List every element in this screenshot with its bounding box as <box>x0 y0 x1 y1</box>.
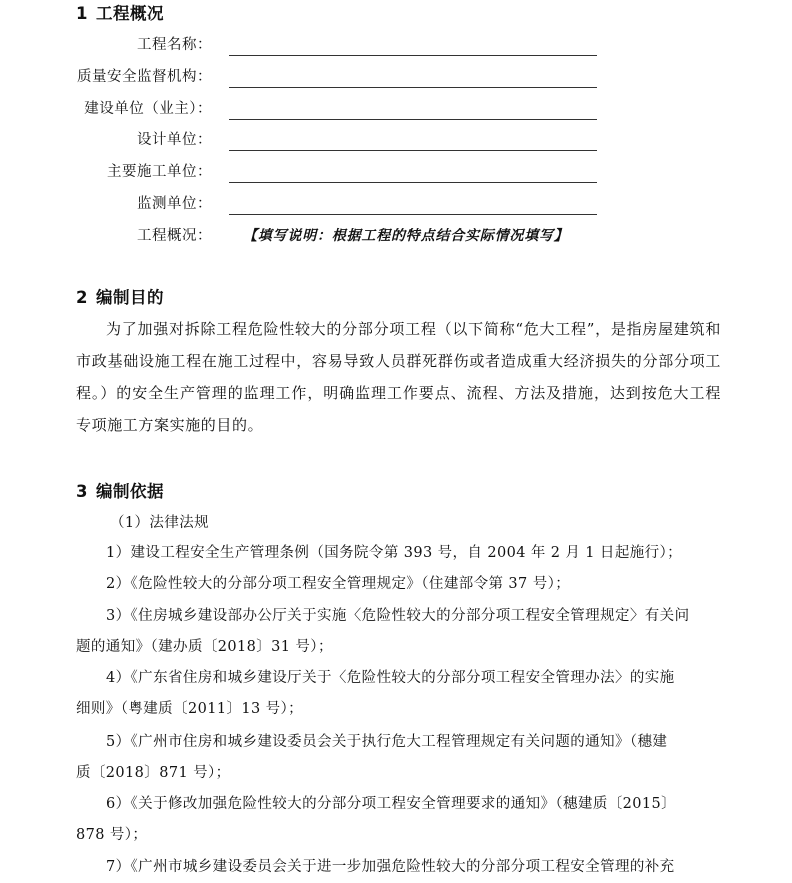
list-item <box>76 789 719 851</box>
section-2-title: 编制目的 <box>95 288 164 307</box>
list-item-text: 6）《关于修改加强危险性较大的分部分项工程安全管理要求的通知》（穗建质〔2015〕 <box>106 796 677 812</box>
section-3-number: 3 <box>76 482 88 501</box>
field-label-monitoring-unit: 监测单位： <box>137 196 212 212</box>
list-item <box>76 727 719 789</box>
field-row-supervision-agency <box>0 67 792 89</box>
list-item <box>76 663 719 725</box>
field-label-main-contractor: 主要施工单位： <box>107 164 212 180</box>
field-label-project-overview: 工程概况： <box>137 228 212 244</box>
field-input-construction-unit[interactable] <box>229 119 597 120</box>
list-item-continuation: 细则》（粤建质〔2011〕13 号）； <box>76 701 304 717</box>
list-item-continuation: 题的通知》（建办质〔2018〕31 号）； <box>76 639 333 655</box>
list-item <box>76 852 719 883</box>
field-label-project-name: 工程名称： <box>137 37 212 53</box>
section-3-heading <box>76 482 164 502</box>
field-label-supervision-agency: 质量安全监督机构： <box>77 69 212 85</box>
list-item-text: 2）《危险性较大的分部分项工程安全管理规定》（住建部令第 37 号）； <box>106 576 571 592</box>
section-3-title: 编制依据 <box>95 482 164 501</box>
list-item-text: 5）《广州市住房和城乡建设委员会关于执行危大工程管理规定有关问题的通知》（穗建 <box>106 734 668 750</box>
section-1-title: 工程概况 <box>95 4 164 23</box>
fill-instruction-note: 【填写说明：根据工程的特点结合实际情况填写】 <box>243 228 569 244</box>
field-row-main-contractor <box>0 162 792 184</box>
field-row-design-unit <box>0 130 792 152</box>
section-2-number: 2 <box>76 288 88 307</box>
field-label-construction-unit: 建设单位（业主）： <box>84 101 212 117</box>
list-item-text: 1）建设工程安全生产管理条例（国务院令第 393 号，自 2004 年 2 月 1 日起施行）； <box>106 545 683 561</box>
section-2-heading <box>76 288 164 308</box>
list-item <box>76 601 719 663</box>
field-row-project-name <box>0 35 792 57</box>
field-input-monitoring-unit[interactable] <box>229 214 597 215</box>
field-label-design-unit: 设计单位： <box>137 132 212 148</box>
list-item-continuation: 878 号）； <box>76 827 148 843</box>
list-item-text: 7）《广州市城乡建设委员会关于进一步加强危险性较大的分部分项工程安全管理的补充 <box>106 859 675 875</box>
field-input-project-name[interactable] <box>229 55 597 56</box>
section-1-number: 1 <box>76 4 88 23</box>
section-1-heading <box>76 4 164 24</box>
field-row-construction-unit <box>0 99 792 121</box>
list-item-text: 4）《广东省住房和城乡建设厅关于〈危险性较大的分部分项工程安全管理办法〉的实施 <box>106 670 675 686</box>
list-item <box>76 569 719 600</box>
purpose-paragraph: 为了加强对拆除工程危险性较大的分部分项工程（以下简称“危大工程”，是指房屋建筑和市政基础设施工程在施工过程中，容易导致人员群死群伤或者造成重大经济损失的分部分项工程。）的安全生产管理的监理工作，明确监理工作要点、流程、方法及措施，达到按危大工程专项施工方案实施的目的。 <box>76 320 721 434</box>
list-item <box>76 538 719 569</box>
field-row-monitoring-unit <box>0 194 792 216</box>
subheading-laws: （1）法律法规 <box>110 515 210 531</box>
list-item-text: 3）《住房城乡建设部办公厅关于实施〈危险性较大的分部分项工程安全管理规定〉有关问 <box>106 608 690 624</box>
field-input-supervision-agency[interactable] <box>229 87 597 88</box>
list-item-continuation: 质〔2018〕871 号）； <box>76 765 231 781</box>
field-row-project-overview <box>0 226 792 248</box>
field-input-main-contractor[interactable] <box>229 182 597 183</box>
field-input-design-unit[interactable] <box>229 150 597 151</box>
